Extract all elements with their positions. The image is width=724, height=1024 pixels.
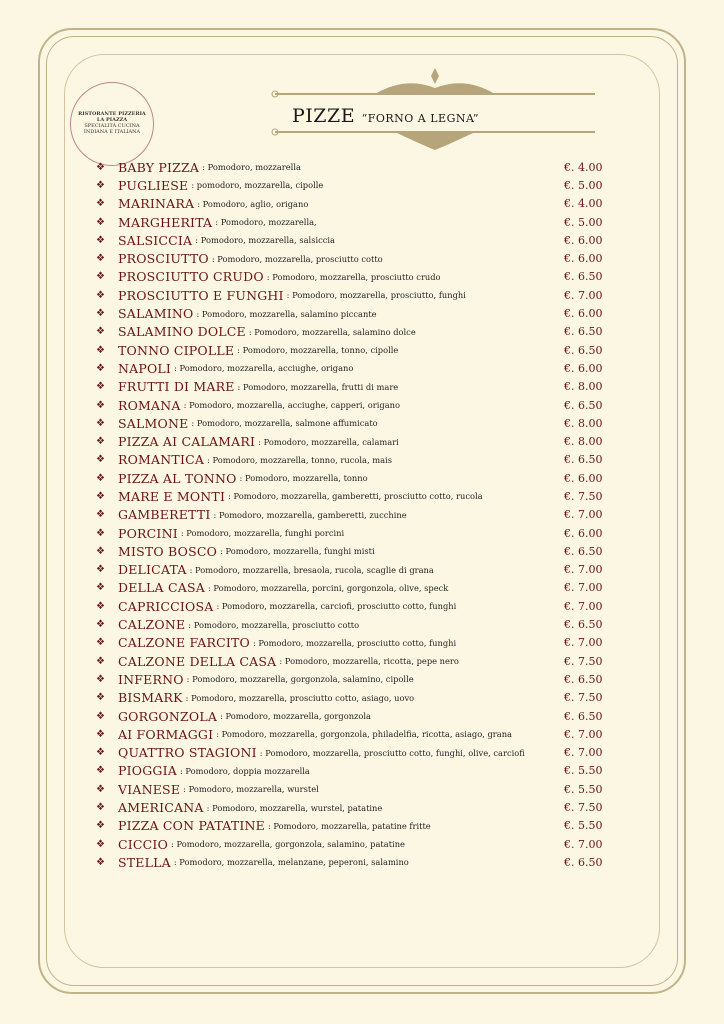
bullet-icon: ❖ xyxy=(96,820,105,832)
item-price: €. 6.50 xyxy=(564,544,603,558)
item-name: PIOGGIA xyxy=(118,763,177,779)
item-name: PROSCIUTTO xyxy=(118,251,209,267)
item-price: €. 6.50 xyxy=(564,270,603,284)
bullet-icon: ❖ xyxy=(96,856,105,868)
item-name: AI FORMAGGI xyxy=(118,726,214,742)
item-name: STELLA xyxy=(118,854,171,870)
item-price: €. 6.00 xyxy=(564,526,603,540)
logo-line: RISTORANTE PIZZERIA xyxy=(78,111,146,117)
item-description: : Pomodoro, mozzarella, gorgonzola, philadelfia, ricotta, asiago, grana xyxy=(216,729,513,740)
item-name: CAPRICCIOSA xyxy=(118,598,214,614)
item-name: GORGONZOLA xyxy=(118,708,218,724)
item-name: PIZZA CON PATATINE xyxy=(118,818,265,834)
item-description: : Pomodoro, mozzarella, prosciutto, funghi xyxy=(286,290,466,301)
item-name: DELICATA xyxy=(118,562,187,578)
item-description: : Pomodoro, mozzarella, prosciutto cotto, funghi xyxy=(252,637,457,648)
logo-line: INDIANA E ITALIANA xyxy=(83,129,141,135)
item-name: QUATTRO STAGIONI xyxy=(118,745,257,761)
bullet-icon: ❖ xyxy=(96,582,105,594)
item-description: : Pomodoro, mozzarella, tonno, rucola, mais xyxy=(207,454,392,465)
bullet-icon: ❖ xyxy=(96,436,105,448)
menu-item xyxy=(96,451,606,469)
item-name: PORCINI xyxy=(118,525,178,541)
item-name: MISTO BOSCO xyxy=(118,543,218,559)
item-description: : Pomodoro, mozzarella, gamberetti, zucchine xyxy=(213,509,407,520)
title-main: PIZZE xyxy=(292,105,356,127)
menu-item xyxy=(96,780,606,798)
item-name: CALZONE DELLA CASA xyxy=(118,653,277,669)
bullet-icon: ❖ xyxy=(96,417,105,429)
bullet-icon: ❖ xyxy=(96,161,105,173)
item-name: GAMBERETTI xyxy=(118,507,211,523)
bullet-icon: ❖ xyxy=(96,802,105,814)
item-price: €. 6.50 xyxy=(564,398,603,412)
bullet-icon: ❖ xyxy=(96,234,105,246)
bullet-icon: ❖ xyxy=(96,673,105,685)
menu-item xyxy=(96,195,606,213)
menu-item xyxy=(96,524,606,542)
bullet-icon: ❖ xyxy=(96,710,105,722)
menu-item xyxy=(96,432,606,450)
item-name: FRUTTI DI MARE xyxy=(118,379,235,395)
logo-line: LA PIAZZA xyxy=(96,117,128,123)
item-price: €. 7.50 xyxy=(564,801,603,815)
item-price: €. 6.00 xyxy=(564,307,603,321)
title-sub: “FORNO A LEGNA” xyxy=(361,112,479,125)
item-price: €. 5.00 xyxy=(564,215,603,229)
menu-item xyxy=(96,615,606,633)
item-description: : Pomodoro, mozzarella, prosciutto cotto xyxy=(188,619,360,630)
item-name: ROMANA xyxy=(118,397,181,413)
item-price: €. 6.50 xyxy=(564,709,603,723)
bullet-icon: ❖ xyxy=(96,289,105,301)
item-description: : Pomodoro, mozzarella, xyxy=(215,217,317,228)
menu-item xyxy=(96,414,606,432)
item-price: €. 4.00 xyxy=(564,160,603,174)
item-description: : pomodoro, mozzarella, cipolle xyxy=(191,180,324,191)
item-name: BISMARK xyxy=(118,690,183,706)
menu-item xyxy=(96,378,606,396)
item-description: : Pomodoro, mozzarella, wurstel, patatine xyxy=(206,802,383,813)
item-name: PIZZA AI CALAMARI xyxy=(118,434,256,450)
menu-item xyxy=(96,542,606,560)
menu-item xyxy=(96,817,606,835)
menu-item xyxy=(96,762,606,780)
bullet-icon: ❖ xyxy=(96,399,105,411)
menu-item xyxy=(96,798,606,816)
menu-item xyxy=(96,158,606,176)
menu-item xyxy=(96,689,606,707)
bullet-icon: ❖ xyxy=(96,271,105,283)
item-description: : Pomodoro, mozzarella, gorgonzola, salamino, patatine xyxy=(171,839,405,850)
menu-item xyxy=(96,249,606,267)
item-description: : Pomodoro, mozzarella, salmone affumicato xyxy=(191,418,378,429)
item-name: CICCIO xyxy=(118,836,169,852)
menu-item xyxy=(96,487,606,505)
item-name: SALAMINO xyxy=(118,306,194,322)
menu-item xyxy=(96,268,606,286)
item-price: €. 7.00 xyxy=(564,581,603,595)
item-price: €. 7.00 xyxy=(564,636,603,650)
item-name: DELLA CASA xyxy=(118,580,205,596)
bullet-icon: ❖ xyxy=(96,637,105,649)
item-description: : Pomodoro, mozzarella, patatine fritte xyxy=(267,820,431,831)
item-description: : Pomodoro, mozzarella, prosciutto cotto xyxy=(211,253,383,264)
bullet-icon: ❖ xyxy=(96,472,105,484)
item-name: SALAMINO DOLCE xyxy=(118,324,246,340)
bullet-icon: ❖ xyxy=(96,198,105,210)
item-description: : Pomodoro, mozzarella, prosciutto cotto, asiago, uovo xyxy=(185,692,415,703)
bullet-icon: ❖ xyxy=(96,728,105,740)
item-price: €. 6.00 xyxy=(564,361,603,375)
item-name: CALZONE FARCITO xyxy=(118,635,250,651)
menu-item xyxy=(96,670,606,688)
bullet-icon: ❖ xyxy=(96,600,105,612)
bullet-icon: ❖ xyxy=(96,344,105,356)
menu-item xyxy=(96,707,606,725)
bullet-icon: ❖ xyxy=(96,509,105,521)
item-description: : Pomodoro, mozzarella, funghi misti xyxy=(220,546,375,557)
bullet-icon: ❖ xyxy=(96,527,105,539)
menu-item xyxy=(96,561,606,579)
bullet-icon: ❖ xyxy=(96,179,105,191)
item-price: €. 6.50 xyxy=(564,855,603,869)
item-price: €. 7.00 xyxy=(564,288,603,302)
item-price: €. 7.00 xyxy=(564,508,603,522)
item-price: €. 7.50 xyxy=(564,654,603,668)
item-name: PROSCIUTTO CRUDO xyxy=(118,269,264,285)
bullet-icon: ❖ xyxy=(96,655,105,667)
menu-item xyxy=(96,323,606,341)
item-description: : Pomodoro, mozzarella, melanzane, peperoni, salamino xyxy=(173,857,409,868)
item-name: CALZONE xyxy=(118,617,186,633)
item-description: : Pomodoro, mozzarella, ricotta, pepe nero xyxy=(279,656,459,667)
item-name: INFERNO xyxy=(118,671,184,687)
menu-item xyxy=(96,286,606,304)
bullet-icon: ❖ xyxy=(96,381,105,393)
item-price: €. 5.50 xyxy=(564,764,603,778)
item-price: €. 8.00 xyxy=(564,416,603,430)
menu-item xyxy=(96,506,606,524)
item-description: : Pomodoro, doppia mozzarella xyxy=(179,765,310,776)
item-price: €. 7.00 xyxy=(564,563,603,577)
item-price: €. 5.50 xyxy=(564,819,603,833)
menu-item xyxy=(96,744,606,762)
menu-item xyxy=(96,469,606,487)
item-price: €. 7.00 xyxy=(564,746,603,760)
bullet-icon: ❖ xyxy=(96,454,105,466)
item-description: : Pomodoro, mozzarella, prosciutto cotto, funghi, olive, carciofi xyxy=(259,747,525,758)
item-price: €. 6.50 xyxy=(564,672,603,686)
item-description: : Pomodoro, mozzarella, funghi porcini xyxy=(180,528,345,539)
item-description: : Pomodoro, mozzarella, salamino piccante xyxy=(196,308,377,319)
pizza-list xyxy=(96,158,606,872)
item-price: €. 7.50 xyxy=(564,691,603,705)
item-description: : Pomodoro, mozzarella, salsiccia xyxy=(195,235,335,246)
item-description: : Pomodoro, mozzarella, calamari xyxy=(258,436,399,447)
menu-item xyxy=(96,359,606,377)
menu-item xyxy=(96,396,606,414)
item-description: : Pomodoro, mozzarella, frutti di mare xyxy=(237,381,399,392)
item-price: €. 7.00 xyxy=(564,727,603,741)
bullet-icon: ❖ xyxy=(96,692,105,704)
item-name: SALSICCIA xyxy=(118,232,193,248)
bullet-icon: ❖ xyxy=(96,326,105,338)
item-price: €. 6.50 xyxy=(564,325,603,339)
bullet-icon: ❖ xyxy=(96,490,105,502)
restaurant-logo xyxy=(70,82,154,166)
item-price: €. 5.50 xyxy=(564,782,603,796)
bullet-icon: ❖ xyxy=(96,545,105,557)
menu-item xyxy=(96,597,606,615)
item-description: : Pomodoro, mozzarella, porcini, gorgonzola, olive, speck xyxy=(207,582,449,593)
item-description: : Pomodoro, mozzarella, bresaola, rucola, scaglie di grana xyxy=(189,564,434,575)
item-price: €. 6.00 xyxy=(564,252,603,266)
bullet-icon: ❖ xyxy=(96,783,105,795)
item-price: €. 8.00 xyxy=(564,380,603,394)
bullet-icon: ❖ xyxy=(96,216,105,228)
item-price: €. 6.50 xyxy=(564,343,603,357)
item-description: : Pomodoro, mozzarella, tonno, cipolle xyxy=(237,345,399,356)
item-description: : Pomodoro, mozzarella, gorgonzola, salamino, cipolle xyxy=(186,674,414,685)
bullet-icon: ❖ xyxy=(96,362,105,374)
item-name: NAPOLI xyxy=(118,360,172,376)
menu-item xyxy=(96,579,606,597)
bullet-icon: ❖ xyxy=(96,308,105,320)
item-price: €. 6.50 xyxy=(564,453,603,467)
item-description: : Pomodoro, mozzarella, acciughe, origano xyxy=(174,363,354,374)
item-description: : Pomodoro, mozzarella xyxy=(202,162,301,173)
item-price: €. 4.00 xyxy=(564,197,603,211)
item-price: €. 7.00 xyxy=(564,837,603,851)
item-price: €. 7.50 xyxy=(564,489,603,503)
menu-item xyxy=(96,835,606,853)
bullet-icon: ❖ xyxy=(96,619,105,631)
bullet-icon: ❖ xyxy=(96,564,105,576)
bullet-icon: ❖ xyxy=(96,747,105,759)
item-name: PIZZA AL TONNO xyxy=(118,470,237,486)
logo-line: SPECIALITÀ CUCINA xyxy=(84,123,140,129)
item-description: : Pomodoro, mozzarella, tonno xyxy=(239,473,368,484)
item-name: MARGHERITA xyxy=(118,214,213,230)
item-name: TONNO CIPOLLE xyxy=(118,342,235,358)
bullet-icon: ❖ xyxy=(96,765,105,777)
item-name: VIANESE xyxy=(118,781,181,797)
item-name: AMERICANA xyxy=(118,800,204,816)
menu-item xyxy=(96,652,606,670)
bullet-icon: ❖ xyxy=(96,838,105,850)
item-name: MARINARA xyxy=(118,196,195,212)
item-description: : Pomodoro, mozzarella, wurstel xyxy=(183,784,319,795)
page-title xyxy=(292,105,479,127)
item-name: MARE E MONTI xyxy=(118,488,226,504)
item-description: : Pomodoro, aglio, origano xyxy=(197,198,309,209)
item-description: : Pomodoro, mozzarella, prosciutto crudo xyxy=(266,271,441,282)
item-name: ROMANTICA xyxy=(118,452,205,468)
menu-item xyxy=(96,176,606,194)
item-price: €. 6.00 xyxy=(564,471,603,485)
item-price: €. 8.00 xyxy=(564,435,603,449)
menu-item xyxy=(96,213,606,231)
item-description: : Pomodoro, mozzarella, acciughe, capperi, origano xyxy=(183,400,400,410)
item-name: BABY PIZZA xyxy=(118,159,200,175)
menu-item xyxy=(96,304,606,322)
menu-item xyxy=(96,231,606,249)
item-name: PUGLIESE xyxy=(118,177,189,193)
item-price: €. 5.00 xyxy=(564,178,603,192)
menu-item xyxy=(96,341,606,359)
item-price: €. 7.00 xyxy=(564,599,603,613)
bullet-icon: ❖ xyxy=(96,253,105,265)
menu-item xyxy=(96,725,606,743)
item-description: : Pomodoro, mozzarella, gamberetti, prosciutto cotto, rucola xyxy=(228,491,483,502)
item-name: SALMONE xyxy=(118,415,189,431)
menu-item xyxy=(96,634,606,652)
item-name: PROSCIUTTO E FUNGHI xyxy=(118,287,284,303)
item-description: : Pomodoro, mozzarella, carciofi, prosciutto cotto, funghi xyxy=(216,601,457,612)
menu-item xyxy=(96,853,606,871)
item-description: : Pomodoro, mozzarella, gorgonzola xyxy=(220,711,372,722)
item-price: €. 6.50 xyxy=(564,618,603,632)
item-price: €. 6.00 xyxy=(564,233,603,247)
item-description: : Pomodoro, mozzarella, salamino dolce xyxy=(248,326,416,337)
